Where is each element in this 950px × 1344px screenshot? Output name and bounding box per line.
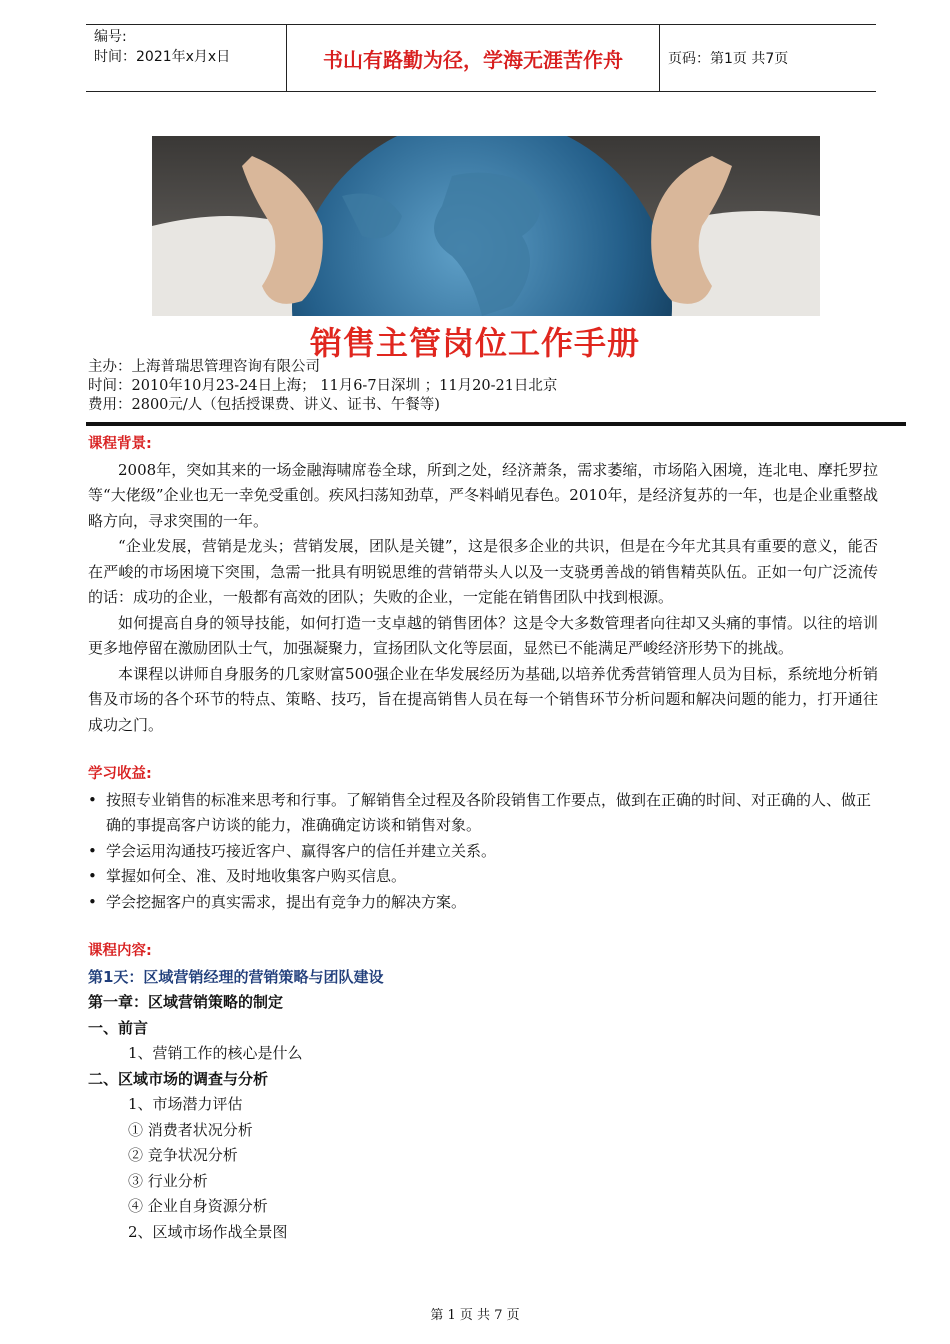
page-title: 销售主管岗位工作手册 <box>309 324 640 362</box>
course-meta <box>88 358 557 415</box>
benefit-item: • 掌握如何全、准、及时地收集客户购买信息。 <box>88 864 878 890</box>
meta-organizer: 主办：上海普瑞思管理咨询有限公司 <box>88 359 320 375</box>
background-paragraph: “企业发展，营销是龙头；营销发展，团队是关键”，这是很多企业的共识，但是在今年尤其具有重要的意义，能否在严峻的市场困境下突围，急需一批具有明锐思维的营销带头人以及一支骁勇善战的销售精英队伍。正如一句广泛流传的话：成功的企业，一般都有高效的团队；失败的企业，一定能在销售团队中找到根源。 <box>88 537 878 606</box>
globe-banner-image <box>152 136 820 316</box>
benefit-item: • 按照专业销售的标准来思考和行事。了解销售全过程及各阶段销售工作要点，做到在正确的时间、对正确的人、做正确的事提高客户访谈的能力，准确确定访谈和销售对象。 <box>88 788 878 839</box>
main-content <box>88 432 878 1245</box>
day-title: 第1天：区域营销经理的营销策略与团队建设 <box>88 967 384 986</box>
divider <box>86 422 906 426</box>
benefits-heading: 学习收益: <box>88 766 152 782</box>
page-header <box>86 24 876 92</box>
background-paragraph: 本课程以讲师自身服务的几家财富500强企业在华发展经历为基础,以培养优秀营销管理人员为目标，系统地分析销售及市场的各个环节的特点、策略、技巧，旨在提高销售人员在每一个销售环节分析问题和解决问题的能力，打开通往成功之门。 <box>88 664 878 734</box>
outline-item: ① 消费者状况分析 <box>128 1120 253 1139</box>
meta-fee: 费用：2800元/人（包括授课费、讲义、证书、午餐等) <box>88 397 440 413</box>
section-title: 一、前言 <box>88 1018 149 1037</box>
header-page: 页码：第1页 共7页 <box>668 51 789 67</box>
outline-item: 1、市场潜力评估 <box>128 1095 243 1113</box>
benefits-list <box>88 788 878 916</box>
header-number: 编号: <box>94 29 127 45</box>
background-paragraph: 如何提高自身的领导技能，如何打造一支卓越的销售团体？这是令大多数管理者向往却又头痛的事情。以往的培训更多地停留在激励团队士气，加强凝聚力，宣扬团队文化等层面，显然已不能满足严峻经济形势下的挑战。 <box>88 613 878 657</box>
background-paragraph: 2008年，突如其来的一场金融海啸席卷全球，所到之处，经济萧条，需求萎缩，市场陷入困境，连北电、摩托罗拉等“大佬级”企业也无一幸免受重创。疾风扫荡知劲草，严冬料峭见春色。2010年，是经济复苏的一年，也是企业重整战略方向，寻求突围的一年。 <box>88 460 878 530</box>
outline-item: ② 竞争状况分析 <box>128 1146 238 1164</box>
benefit-item: • 学会运用沟通技巧接近客户、赢得客户的信任并建立关系。 <box>88 839 878 865</box>
page-footer: 第 1 页 共 7 页 <box>430 1308 520 1323</box>
header-slogan: 书山有路勤为径，学海无涯苦作舟 <box>286 25 660 91</box>
header-time: 时间：2021年x月x日 <box>94 49 231 65</box>
outline-item: ④ 企业自身资源分析 <box>128 1197 268 1215</box>
outline-item: 1、营销工作的核心是什么 <box>128 1044 303 1062</box>
background-heading: 课程背景: <box>88 436 152 452</box>
benefit-item: • 学会挖掘客户的真实需求，提出有竞争力的解决方案。 <box>88 890 878 916</box>
header-info <box>86 25 286 91</box>
course-heading: 课程内容: <box>88 943 152 959</box>
outline-item: 2、区域市场作战全景图 <box>128 1222 288 1241</box>
meta-time: 时间：2010年10月23-24日上海； 11月6-7日深圳 ；11月20-21日北京 <box>88 378 558 394</box>
outline-item: ③ 行业分析 <box>128 1171 208 1190</box>
section-title: 二、区域市场的调查与分析 <box>88 1069 269 1088</box>
chapter-title: 第一章：区域营销策略的制定 <box>88 993 284 1011</box>
